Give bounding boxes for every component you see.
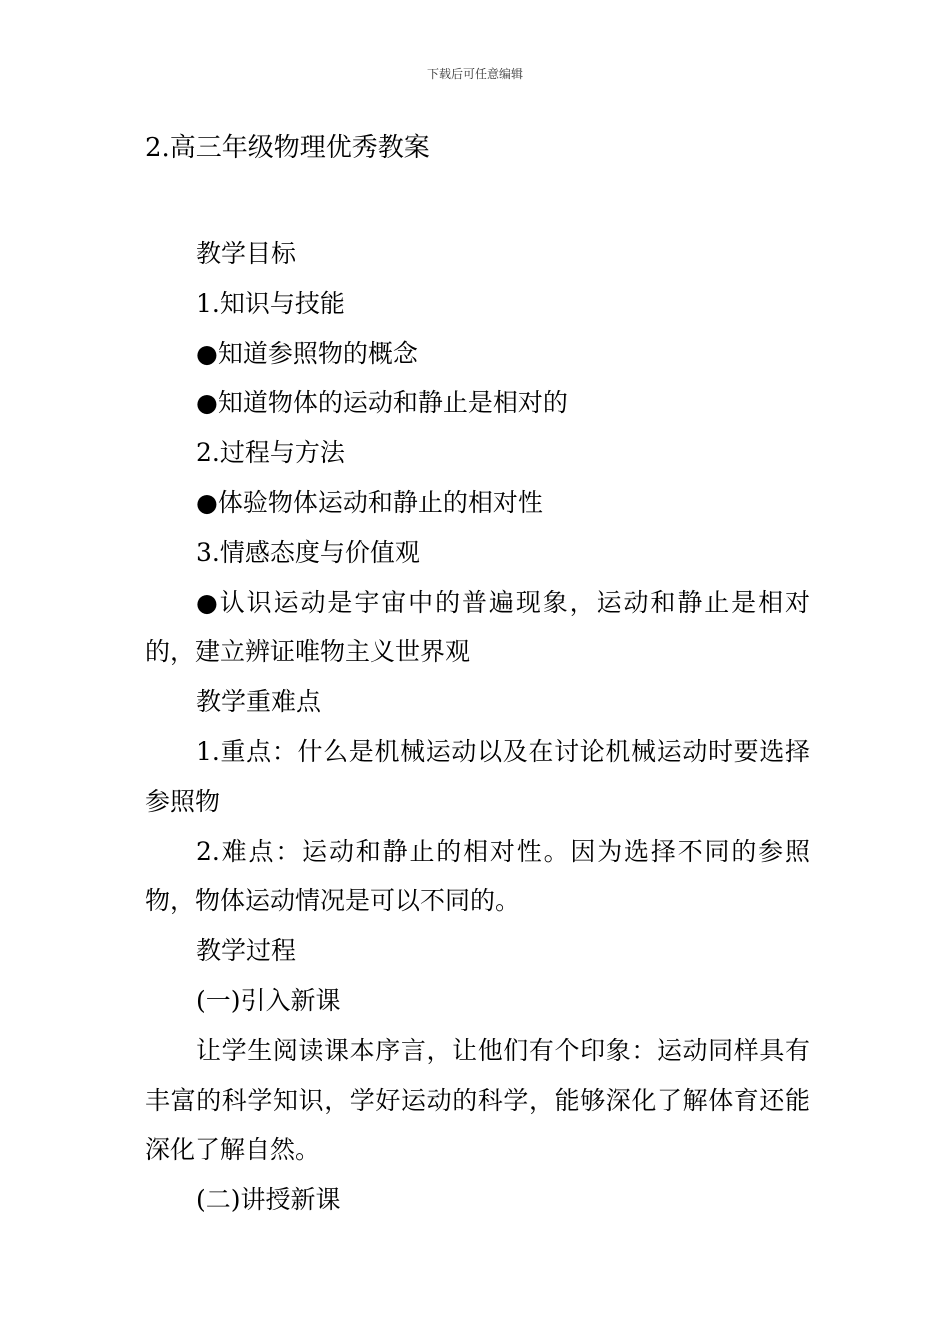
subheading-intro: (一)引入新课 — [196, 985, 341, 1015]
page-header: 下载后可任意编辑 — [426, 67, 523, 81]
subheading-knowledge-skills: 1.知识与技能 — [196, 288, 345, 318]
subheading-attitude-values: 3.情感态度与价值观 — [196, 537, 420, 567]
section-heading-objectives: 教学目标 — [196, 239, 297, 268]
section-heading-key-points: 教学重难点 — [196, 687, 322, 717]
subheading-new-lesson: (二)讲授新课 — [196, 1185, 341, 1215]
key-point-item: 1.重点：什么是机械运动以及在讨论机械运动时要选择参照物 — [145, 736, 810, 816]
bullet-item: ●知道参照物的概念 — [196, 338, 418, 368]
subheading-process-method: 2.过程与方法 — [196, 438, 345, 468]
bullet-item: ●知道物体的运动和静止是相对的 — [196, 388, 568, 418]
difficult-point-item: 2.难点：运动和静止的相对性。因为选择不同的参照物，物体运动情况是可以不同的。 — [145, 836, 810, 916]
document-title: 2.高三年级物理优秀教案 — [145, 133, 430, 163]
bullet-item: ●认识运动是宇宙中的普遍现象，运动和静止是相对的，建立辨证唯物主义世界观 — [145, 587, 810, 667]
body-paragraph: 让学生阅读课本序言，让他们有个印象：运动同样具有丰富的科学知识，学好运动的科学，能够深化了解体育还能深化了解自然。 — [145, 1035, 810, 1165]
bullet-item: ●体验物体运动和静止的相对性 — [196, 487, 543, 517]
section-heading-process: 教学过程 — [196, 936, 297, 966]
document-body — [145, 229, 810, 1225]
